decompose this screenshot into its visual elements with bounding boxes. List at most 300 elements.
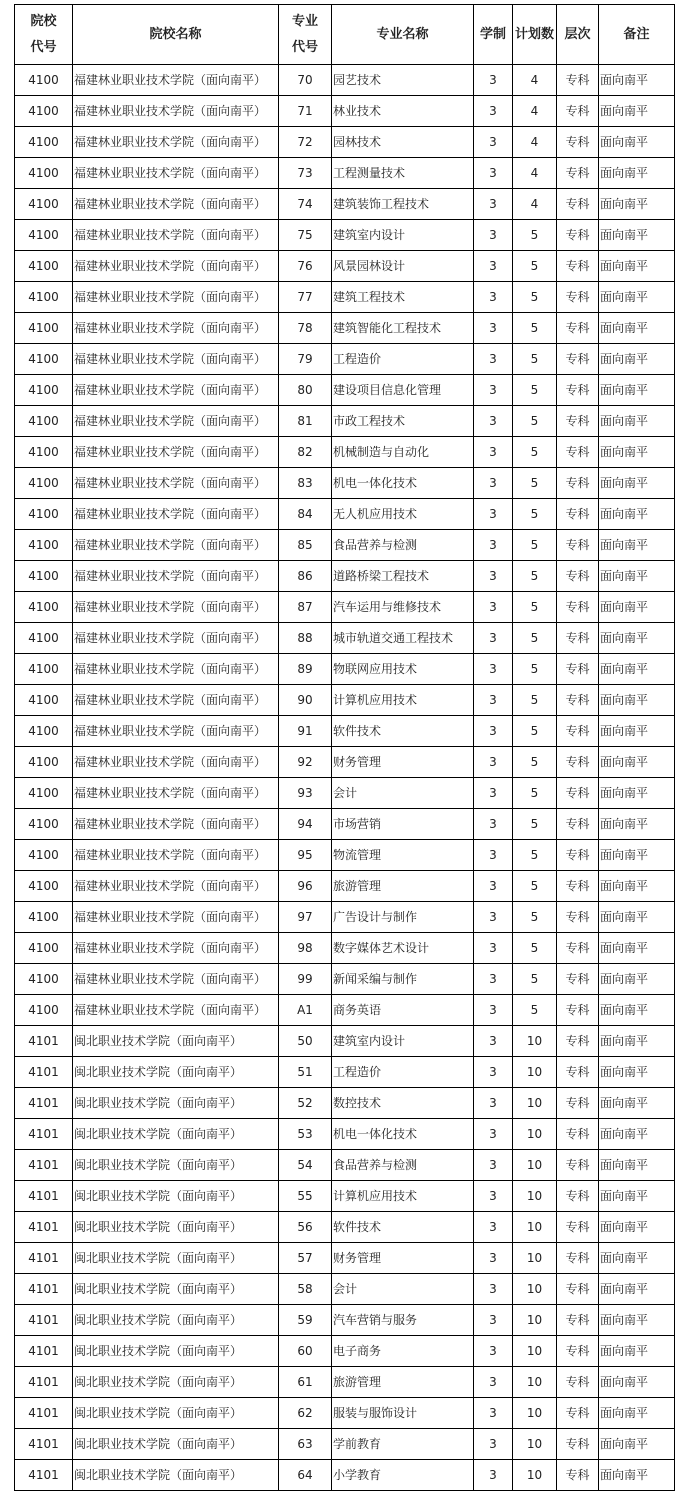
cell-level: 专科 [557,468,599,499]
table-row [15,902,675,933]
cell-level: 专科 [557,1057,599,1088]
cell-major-code: 64 [279,1460,332,1491]
cell-school-name: 福建林业职业技术学院（面向南平） [73,127,279,158]
cell-remark: 面向南平 [599,933,675,964]
cell-level: 专科 [557,592,599,623]
cell-remark: 面向南平 [599,65,675,96]
cell-years: 3 [474,127,513,158]
cell-school-code: 4101 [15,1119,73,1150]
cell-years: 3 [474,96,513,127]
cell-major-name: 机电一体化技术 [332,468,474,499]
cell-major-code: 59 [279,1305,332,1336]
cell-plan-count: 5 [513,902,557,933]
cell-plan-count: 5 [513,220,557,251]
cell-years: 3 [474,1336,513,1367]
cell-years: 3 [474,1243,513,1274]
cell-plan-count: 4 [513,65,557,96]
cell-major-name: 市政工程技术 [332,406,474,437]
cell-major-name: 道路桥梁工程技术 [332,561,474,592]
cell-remark: 面向南平 [599,1212,675,1243]
cell-level: 专科 [557,1274,599,1305]
cell-major-name: 软件技术 [332,1212,474,1243]
cell-major-name: 财务管理 [332,747,474,778]
table-row [15,1398,675,1429]
cell-plan-count: 5 [513,685,557,716]
cell-level: 专科 [557,778,599,809]
cell-school-code: 4100 [15,220,73,251]
cell-major-code: 51 [279,1057,332,1088]
cell-remark: 面向南平 [599,685,675,716]
cell-years: 3 [474,561,513,592]
cell-years: 3 [474,468,513,499]
cell-major-name: 学前教育 [332,1429,474,1460]
cell-remark: 面向南平 [599,623,675,654]
cell-major-code: 55 [279,1181,332,1212]
cell-school-name: 福建林业职业技术学院（面向南平） [73,530,279,561]
cell-level: 专科 [557,1367,599,1398]
cell-plan-count: 5 [513,654,557,685]
cell-remark: 面向南平 [599,220,675,251]
cell-plan-count: 10 [513,1243,557,1274]
cell-major-code: 95 [279,840,332,871]
cell-school-name: 福建林业职业技术学院（面向南平） [73,995,279,1026]
cell-years: 3 [474,189,513,220]
cell-major-code: 94 [279,809,332,840]
cell-years: 3 [474,654,513,685]
cell-school-name: 闽北职业技术学院（面向南平） [73,1429,279,1460]
cell-remark: 面向南平 [599,995,675,1026]
cell-major-name: 旅游管理 [332,871,474,902]
cell-school-name: 闽北职业技术学院（面向南平） [73,1243,279,1274]
cell-years: 3 [474,220,513,251]
cell-plan-count: 10 [513,1181,557,1212]
cell-level: 专科 [557,96,599,127]
cell-school-code: 4100 [15,437,73,468]
cell-level: 专科 [557,1150,599,1181]
cell-school-name: 闽北职业技术学院（面向南平） [73,1398,279,1429]
table-row [15,189,675,220]
cell-level: 专科 [557,1181,599,1212]
cell-remark: 面向南平 [599,1150,675,1181]
cell-plan-count: 5 [513,344,557,375]
cell-plan-count: 5 [513,375,557,406]
cell-level: 专科 [557,747,599,778]
table-row [15,1088,675,1119]
cell-school-code: 4101 [15,1398,73,1429]
cell-school-code: 4100 [15,96,73,127]
cell-remark: 面向南平 [599,251,675,282]
table-row [15,1212,675,1243]
cell-school-name: 福建林业职业技术学院（面向南平） [73,220,279,251]
cell-years: 3 [474,716,513,747]
cell-school-code: 4101 [15,1150,73,1181]
cell-major-name: 新闻采编与制作 [332,964,474,995]
table-row [15,65,675,96]
cell-remark: 面向南平 [599,654,675,685]
cell-level: 专科 [557,1243,599,1274]
table-body [15,65,675,1491]
table-row [15,623,675,654]
cell-plan-count: 10 [513,1212,557,1243]
cell-remark: 面向南平 [599,902,675,933]
cell-years: 3 [474,1088,513,1119]
cell-remark: 面向南平 [599,809,675,840]
cell-school-name: 闽北职业技术学院（面向南平） [73,1274,279,1305]
cell-major-name: 城市轨道交通工程技术 [332,623,474,654]
cell-remark: 面向南平 [599,1181,675,1212]
cell-years: 3 [474,964,513,995]
cell-school-name: 福建林业职业技术学院（面向南平） [73,189,279,220]
cell-remark: 面向南平 [599,716,675,747]
cell-school-name: 闽北职业技术学院（面向南平） [73,1057,279,1088]
cell-school-code: 4100 [15,995,73,1026]
cell-plan-count: 5 [513,406,557,437]
cell-school-code: 4100 [15,623,73,654]
table-row [15,1429,675,1460]
cell-school-name: 闽北职业技术学院（面向南平） [73,1088,279,1119]
cell-school-name: 福建林业职业技术学院（面向南平） [73,809,279,840]
table-row [15,871,675,902]
cell-years: 3 [474,840,513,871]
cell-level: 专科 [557,437,599,468]
cell-level: 专科 [557,995,599,1026]
table-row [15,1367,675,1398]
cell-school-code: 4101 [15,1212,73,1243]
cell-school-name: 福建林业职业技术学院（面向南平） [73,96,279,127]
cell-plan-count: 5 [513,499,557,530]
cell-remark: 面向南平 [599,344,675,375]
cell-school-code: 4101 [15,1026,73,1057]
cell-level: 专科 [557,406,599,437]
cell-level: 专科 [557,127,599,158]
cell-plan-count: 5 [513,282,557,313]
cell-years: 3 [474,1460,513,1491]
cell-major-name: 会计 [332,778,474,809]
table-row [15,96,675,127]
cell-major-code: 89 [279,654,332,685]
cell-major-code: 82 [279,437,332,468]
cell-school-code: 4101 [15,1274,73,1305]
cell-plan-count: 10 [513,1460,557,1491]
cell-years: 3 [474,375,513,406]
cell-remark: 面向南平 [599,1088,675,1119]
cell-school-code: 4100 [15,592,73,623]
cell-plan-count: 5 [513,716,557,747]
cell-remark: 面向南平 [599,1243,675,1274]
table-row [15,313,675,344]
cell-years: 3 [474,1212,513,1243]
cell-school-name: 闽北职业技术学院（面向南平） [73,1181,279,1212]
cell-major-code: 52 [279,1088,332,1119]
cell-school-name: 福建林业职业技术学院（面向南平） [73,251,279,282]
cell-school-code: 4100 [15,344,73,375]
cell-major-name: 商务英语 [332,995,474,1026]
cell-years: 3 [474,1150,513,1181]
cell-major-name: 计算机应用技术 [332,685,474,716]
cell-plan-count: 5 [513,561,557,592]
cell-level: 专科 [557,716,599,747]
cell-major-code: 71 [279,96,332,127]
cell-remark: 面向南平 [599,871,675,902]
cell-school-name: 福建林业职业技术学院（面向南平） [73,778,279,809]
cell-level: 专科 [557,220,599,251]
cell-years: 3 [474,65,513,96]
cell-major-name: 园林技术 [332,127,474,158]
cell-school-code: 4100 [15,282,73,313]
cell-level: 专科 [557,933,599,964]
cell-major-code: 70 [279,65,332,96]
cell-plan-count: 5 [513,933,557,964]
table-row [15,561,675,592]
cell-school-code: 4100 [15,964,73,995]
cell-school-code: 4100 [15,127,73,158]
cell-school-code: 4100 [15,158,73,189]
cell-years: 3 [474,592,513,623]
cell-school-name: 闽北职业技术学院（面向南平） [73,1150,279,1181]
cell-plan-count: 10 [513,1429,557,1460]
table-row [15,1336,675,1367]
cell-major-name: 无人机应用技术 [332,499,474,530]
cell-school-name: 闽北职业技术学院（面向南平） [73,1212,279,1243]
table-row [15,1119,675,1150]
cell-level: 专科 [557,189,599,220]
cell-years: 3 [474,747,513,778]
cell-plan-count: 5 [513,778,557,809]
table-row [15,685,675,716]
cell-major-name: 建筑智能化工程技术 [332,313,474,344]
cell-remark: 面向南平 [599,840,675,871]
cell-remark: 面向南平 [599,1057,675,1088]
cell-major-code: 90 [279,685,332,716]
cell-major-name: 服装与服饰设计 [332,1398,474,1429]
table-row [15,344,675,375]
cell-school-name: 福建林业职业技术学院（面向南平） [73,344,279,375]
table-row [15,468,675,499]
cell-school-name: 闽北职业技术学院（面向南平） [73,1336,279,1367]
cell-plan-count: 10 [513,1119,557,1150]
table-row [15,220,675,251]
cell-school-code: 4101 [15,1243,73,1274]
cell-plan-count: 5 [513,623,557,654]
cell-major-name: 工程造价 [332,1057,474,1088]
cell-years: 3 [474,282,513,313]
cell-level: 专科 [557,1026,599,1057]
cell-major-name: 工程测量技术 [332,158,474,189]
cell-years: 3 [474,1181,513,1212]
cell-major-code: 97 [279,902,332,933]
cell-remark: 面向南平 [599,437,675,468]
cell-remark: 面向南平 [599,561,675,592]
cell-years: 3 [474,1398,513,1429]
cell-school-code: 4100 [15,654,73,685]
cell-school-name: 福建林业职业技术学院（面向南平） [73,964,279,995]
cell-major-name: 计算机应用技术 [332,1181,474,1212]
cell-remark: 面向南平 [599,1367,675,1398]
cell-school-name: 福建林业职业技术学院（面向南平） [73,282,279,313]
cell-remark: 面向南平 [599,189,675,220]
cell-major-name: 电子商务 [332,1336,474,1367]
cell-major-code: 75 [279,220,332,251]
cell-major-name: 物联网应用技术 [332,654,474,685]
table-header-row [15,5,675,65]
cell-major-code: 96 [279,871,332,902]
table-row [15,933,675,964]
cell-remark: 面向南平 [599,499,675,530]
cell-major-name: 机械制造与自动化 [332,437,474,468]
cell-years: 3 [474,313,513,344]
cell-plan-count: 10 [513,1274,557,1305]
table-row [15,592,675,623]
cell-school-code: 4100 [15,933,73,964]
cell-school-code: 4100 [15,499,73,530]
cell-school-name: 闽北职业技术学院（面向南平） [73,1026,279,1057]
cell-major-code: 87 [279,592,332,623]
cell-major-name: 建筑工程技术 [332,282,474,313]
cell-remark: 面向南平 [599,1398,675,1429]
cell-years: 3 [474,1057,513,1088]
enrollment-plan-table [14,4,675,1491]
table-row [15,1057,675,1088]
cell-major-code: 50 [279,1026,332,1057]
table-row [15,1026,675,1057]
cell-major-code: 58 [279,1274,332,1305]
cell-level: 专科 [557,1212,599,1243]
cell-major-code: 61 [279,1367,332,1398]
table-row [15,406,675,437]
cell-years: 3 [474,530,513,561]
cell-major-name: 会计 [332,1274,474,1305]
cell-major-name: 小学教育 [332,1460,474,1491]
cell-years: 3 [474,1026,513,1057]
cell-plan-count: 4 [513,158,557,189]
cell-school-name: 福建林业职业技术学院（面向南平） [73,561,279,592]
cell-major-name: 风景园林设计 [332,251,474,282]
cell-major-name: 食品营养与检测 [332,530,474,561]
header-plan-count: 计划数 [513,5,557,65]
cell-years: 3 [474,623,513,654]
cell-plan-count: 10 [513,1336,557,1367]
cell-school-name: 福建林业职业技术学院（面向南平） [73,840,279,871]
cell-school-code: 4100 [15,530,73,561]
cell-major-code: 74 [279,189,332,220]
cell-school-name: 福建林业职业技术学院（面向南平） [73,158,279,189]
cell-school-name: 福建林业职业技术学院（面向南平） [73,933,279,964]
cell-level: 专科 [557,902,599,933]
cell-school-name: 福建林业职业技术学院（面向南平） [73,592,279,623]
cell-years: 3 [474,406,513,437]
cell-level: 专科 [557,1305,599,1336]
enrollment-table-container [14,4,675,1491]
cell-remark: 面向南平 [599,1460,675,1491]
cell-major-code: 91 [279,716,332,747]
cell-school-name: 福建林业职业技术学院（面向南平） [73,902,279,933]
cell-remark: 面向南平 [599,96,675,127]
cell-school-name: 福建林业职业技术学院（面向南平） [73,437,279,468]
cell-major-name: 建筑室内设计 [332,1026,474,1057]
table-row [15,716,675,747]
cell-major-name: 建设项目信息化管理 [332,375,474,406]
cell-level: 专科 [557,561,599,592]
cell-school-name: 闽北职业技术学院（面向南平） [73,1460,279,1491]
cell-years: 3 [474,1305,513,1336]
cell-level: 专科 [557,375,599,406]
cell-plan-count: 5 [513,530,557,561]
cell-plan-count: 5 [513,747,557,778]
cell-school-name: 福建林业职业技术学院（面向南平） [73,747,279,778]
cell-remark: 面向南平 [599,1429,675,1460]
cell-plan-count: 4 [513,127,557,158]
cell-major-name: 工程造价 [332,344,474,375]
cell-school-code: 4100 [15,251,73,282]
cell-school-name: 福建林业职业技术学院（面向南平） [73,685,279,716]
cell-school-code: 4101 [15,1336,73,1367]
table-row [15,1305,675,1336]
cell-school-code: 4100 [15,468,73,499]
table-row [15,840,675,871]
cell-major-name: 数控技术 [332,1088,474,1119]
cell-major-name: 软件技术 [332,716,474,747]
cell-major-code: 53 [279,1119,332,1150]
header-school-name: 院校名称 [73,5,279,65]
cell-level: 专科 [557,809,599,840]
cell-school-code: 4101 [15,1057,73,1088]
table-row [15,127,675,158]
cell-major-code: 92 [279,747,332,778]
cell-school-name: 福建林业职业技术学院（面向南平） [73,716,279,747]
cell-years: 3 [474,437,513,468]
table-row [15,809,675,840]
cell-school-code: 4100 [15,561,73,592]
cell-level: 专科 [557,871,599,902]
cell-school-name: 闽北职业技术学院（面向南平） [73,1367,279,1398]
table-row [15,1150,675,1181]
cell-major-code: 81 [279,406,332,437]
cell-remark: 面向南平 [599,747,675,778]
cell-level: 专科 [557,1336,599,1367]
cell-years: 3 [474,1274,513,1305]
cell-level: 专科 [557,282,599,313]
cell-school-code: 4100 [15,313,73,344]
cell-school-code: 4100 [15,840,73,871]
cell-school-code: 4101 [15,1181,73,1212]
cell-school-name: 福建林业职业技术学院（面向南平） [73,623,279,654]
cell-level: 专科 [557,499,599,530]
cell-level: 专科 [557,65,599,96]
cell-school-code: 4101 [15,1460,73,1491]
cell-plan-count: 10 [513,1305,557,1336]
table-row [15,778,675,809]
cell-major-name: 旅游管理 [332,1367,474,1398]
header-remark: 备注 [599,5,675,65]
cell-school-name: 闽北职业技术学院（面向南平） [73,1305,279,1336]
cell-major-name: 广告设计与制作 [332,902,474,933]
cell-years: 3 [474,933,513,964]
cell-school-code: 4100 [15,778,73,809]
cell-remark: 面向南平 [599,964,675,995]
cell-remark: 面向南平 [599,313,675,344]
cell-major-code: A1 [279,995,332,1026]
cell-major-code: 98 [279,933,332,964]
cell-years: 3 [474,995,513,1026]
cell-major-code: 79 [279,344,332,375]
cell-remark: 面向南平 [599,1336,675,1367]
cell-school-code: 4101 [15,1088,73,1119]
cell-plan-count: 5 [513,468,557,499]
cell-major-code: 99 [279,964,332,995]
table-row [15,747,675,778]
cell-school-code: 4100 [15,809,73,840]
cell-plan-count: 5 [513,809,557,840]
